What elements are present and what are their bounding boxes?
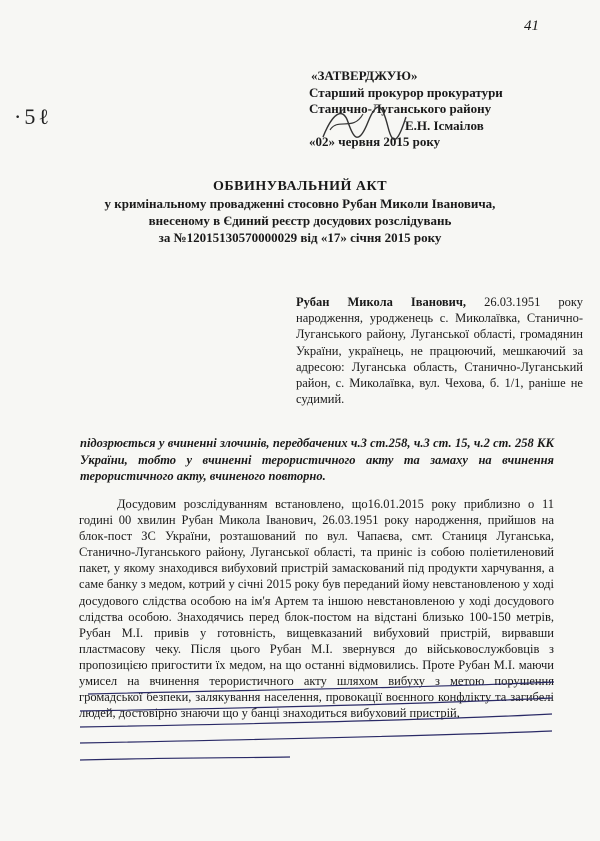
title-line-3: внесеному в Єдиний реєстр досудових розслідувань (148, 213, 452, 228)
approval-position-2: Станично-Луганського району (309, 101, 492, 116)
title-heading: ОБВИНУВАЛЬНИЙ АКТ (212, 179, 388, 194)
body-text (79, 496, 554, 721)
charge-paragraph: підозрюється у вчиненні злочинів, передбачених ч.3 ст.258, ч.3 ст. 15, ч.2 ст. 258 КК України, тобто у вчиненні терористичного акту та замаху на вчинення терористичного акту, вчиненого повторно. (80, 436, 554, 483)
title-line-4: за №12015130570000029 від «17» січня 2015 року (158, 230, 442, 245)
underline-5 (80, 757, 290, 760)
approval-position-1: Старший прокурор прокуратури (309, 84, 503, 100)
signature-scribble (318, 102, 408, 152)
approval-name: Е.Н. Ісмаілов (405, 117, 484, 133)
underline-4 (80, 731, 552, 743)
document-title (0, 178, 600, 246)
body-paragraph: Досудовим розслідуванням встановлено, що16.01.2015 року приблизно о 11 годині 00 хвилин Рубан Микола Іванович, 26.03.1951 року народження, прийшов на блок-пост ЗС України, розташований по вул. Чапаєва, смт. Станиця Луганська, Станично-Луганського району, Луганської області, та приніс із собою поліетиленовий пакет, у якому знаходився вибуховий пристрій замаскований під продукти харчування, а саме банку з медом, котрий у січні 2015 року був переданий йому невстановленою у ході досудового слідства особою на ім'я Артем та іншою невстановленою у ході досудового слідства особою. Знаходячись перед блок-постом на відстані близько 100-150 метрів, Рубан М.І. привів у готовність, вищевказаний вибуховий пристрій, вирвавши пластмасову чеку. Після цього Рубан М.І. звернувся до військовослужбовців з пропозицією пригостити їх медом, на що останні відмовились. Проте Рубан М.І. маючи умисел на вчинення терористичного акту шляхом вибуху з метою порушення громадської безпеки, залякування населення, провокації воєнного конфлікту та загибелі людей, достовірно знаючи що у банці знаходиться вибуховий пристрій, (79, 497, 554, 721)
margin-marks: ·5ℓ (14, 104, 52, 129)
approval-heading: «ЗАТВЕРДЖУЮ» (311, 68, 418, 83)
title-line-2: у кримінальному провадженні стосовно Рубан Миколи Івановича, (104, 196, 496, 211)
suspect-info (296, 294, 583, 407)
approval-date: «02» червня 2015 року (309, 134, 441, 149)
page-number: 41 (524, 18, 539, 34)
suspect-name: Рубан Микола Іванович, (296, 295, 467, 309)
suspect-details: 26.03.1951 року народження, уродженець с. Миколаївка, Станично-Луганського району, Луганської області, громадянин України, українець, не працюючий, мешкаючий за адресою: Луганська область, Станично-Луганський район, с. Миколаївка, вул. Чехова, б. 1/1, раніше не судимий. (296, 295, 583, 407)
